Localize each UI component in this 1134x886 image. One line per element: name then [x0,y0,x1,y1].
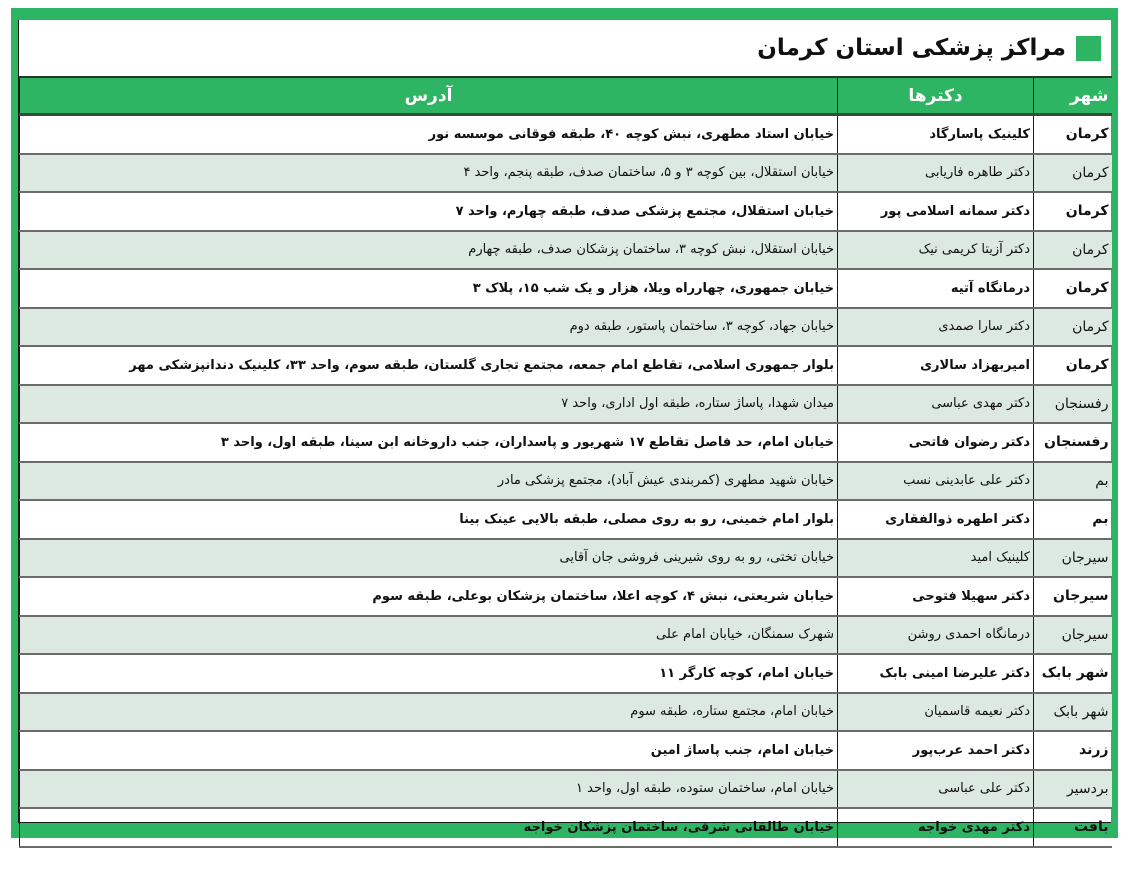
address-cell: خیابان استاد مطهری، نبش کوچه ۴۰، طبقه فوقانی موسسه نور [20,115,838,154]
doctor-cell: دکتر مهدی عباسی [838,385,1034,424]
address-cell: خیابان طالقانی شرقی، ساختمان پزشکان خواجه [20,808,838,847]
city-cell: سیرجان [1034,539,1112,578]
doctor-cell: دکتر مهدی خواجه [838,808,1034,847]
doctor-cell: دکتر اطهره ذوالفقاری [838,500,1034,539]
table-row [20,539,1112,578]
table-frame [11,8,1118,838]
table-row [20,693,1112,732]
city-cell: بم [1034,500,1112,539]
city-cell: سیرجان [1034,616,1112,655]
doctor-cell: امیربهزاد سالاری [838,346,1034,385]
city-cell: زرند [1034,731,1112,770]
doctor-cell: دکتر سارا صمدی [838,308,1034,347]
header-row [20,77,1112,115]
table-row [20,616,1112,655]
doctor-cell: درمانگاه احمدی روشن [838,616,1034,655]
table-row [20,346,1112,385]
city-cell: شهر بابک [1034,693,1112,732]
city-cell: کرمان [1034,346,1112,385]
table-row [20,654,1112,693]
address-cell: خیابان امام، مجتمع ستاره، طبقه سوم [20,693,838,732]
doctor-cell: دکتر علی عباسی [838,770,1034,809]
address-cell: خیابان امام، کوچه کارگر ۱۱ [20,654,838,693]
table-row [20,462,1112,501]
table-row [20,770,1112,809]
address-cell: بلوار امام خمینی، رو به روی مصلی، طبقه بالایی عینک بینا [20,500,838,539]
address-cell: خیابان استقلال، بین کوچه ۳ و ۵، ساختمان صدف، طبقه پنجم، واحد ۴ [20,154,838,193]
city-cell: کرمان [1034,115,1112,154]
address-cell: خیابان امام، ساختمان ستوده، طبقه اول، واحد ۱ [20,770,838,809]
address-cell: خیابان جهاد، کوچه ۳، ساختمان پاستور، طبقه دوم [20,308,838,347]
doctor-cell: دکتر طاهره فاریابی [838,154,1034,193]
doctor-cell: درمانگاه آتیه [838,269,1034,308]
table-row [20,115,1112,154]
table-row [20,385,1112,424]
doctor-cell: دکتر علیرضا امینی بابک [838,654,1034,693]
table-row [20,308,1112,347]
green-square-icon [1076,36,1101,61]
city-cell: کرمان [1034,154,1112,193]
table-row [20,231,1112,270]
table-row [20,808,1112,847]
address-cell: خیابان شریعتی، نبش ۴، کوچه اعلا، ساختمان پزشکان بوعلی، طبقه سوم [20,577,838,616]
doctor-cell: دکتر سهیلا فتوحی [838,577,1034,616]
table-row [20,192,1112,231]
city-cell: بم [1034,462,1112,501]
table-row [20,500,1112,539]
address-cell: میدان شهدا، پاساژ ستاره، طبقه اول اداری، واحد ۷ [20,385,838,424]
city-cell: کرمان [1034,231,1112,270]
address-cell: شهرک سمنگان، خیابان امام علی [20,616,838,655]
table-row [20,731,1112,770]
column-header-doctors: دکترها [838,77,1034,115]
table-row [20,269,1112,308]
address-cell: خیابان استقلال، مجتمع پزشکی صدف، طبقه چهارم، واحد ۷ [20,192,838,231]
address-cell: خیابان امام، جنب پاساژ امین [20,731,838,770]
doctor-cell: دکتر نعیمه قاسمیان [838,693,1034,732]
column-header-address: آدرس [20,77,838,115]
table-row [20,577,1112,616]
address-cell: خیابان امام، حد فاصل تقاطع ۱۷ شهریور و پاسداران، جنب داروخانه ابن سینا، طبقه اول، واحد ۳ [20,423,838,462]
doctor-cell: دکتر آزیتا کریمی نیک [838,231,1034,270]
address-cell: خیابان تختی، رو به روی شیرینی فروشی جان آقایی [20,539,838,578]
doctor-cell: دکتر احمد عرب‌پور [838,731,1034,770]
medical-centers-table [19,76,1112,848]
city-cell: رفسنجان [1034,423,1112,462]
city-cell: شهر بابک [1034,654,1112,693]
page-title: مراکز پزشکی استان کرمان [757,35,1066,61]
city-cell: کرمان [1034,269,1112,308]
city-cell: سیرجان [1034,577,1112,616]
city-cell: کرمان [1034,308,1112,347]
address-cell: خیابان شهید مطهری (کمربندی عیش آباد)، مجتمع پزشکی مادر [20,462,838,501]
doctor-cell: دکتر رضوان فاتحی [838,423,1034,462]
address-cell: خیابان استقلال، نبش کوچه ۳، ساختمان پزشکان صدف، طبقه چهارم [20,231,838,270]
doctor-cell: کلینیک پاسارگاد [838,115,1034,154]
table-panel [18,20,1111,836]
city-cell: رفسنجان [1034,385,1112,424]
column-header-city: شهر [1034,77,1112,115]
address-cell: خیابان جمهوری، چهارراه ویلا، هزار و یک شب ۱۵، پلاک ۳ [20,269,838,308]
doctor-cell: کلینیک امید [838,539,1034,578]
city-cell: بافت [1034,808,1112,847]
city-cell: کرمان [1034,192,1112,231]
doctor-cell: دکتر علی عابدینی نسب [838,462,1034,501]
doctor-cell: دکتر سمانه اسلامی پور [838,192,1034,231]
table-row [20,154,1112,193]
city-cell: بردسیر [1034,770,1112,809]
table-row [20,423,1112,462]
title-bar [19,20,1111,76]
address-cell: بلوار جمهوری اسلامی، تقاطع امام جمعه، مجتمع تجاری گلستان، طبقه سوم، واحد ۳۳، کلینیک دندانپزشکی مهر [20,346,838,385]
